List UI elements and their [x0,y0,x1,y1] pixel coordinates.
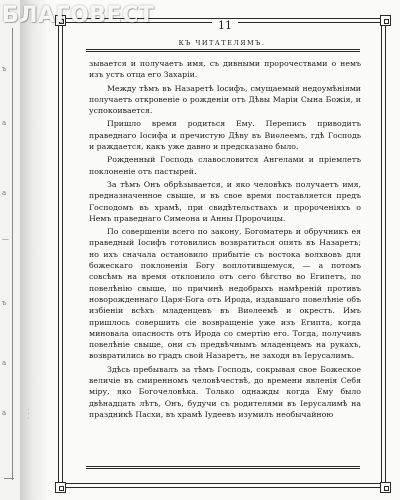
facing-page-mark: — [2,235,9,243]
watermark-logo: БЛАГОВЕСТ [2,3,155,28]
frame-corner-ornament [380,15,391,26]
facing-page-mark: а [2,189,7,197]
paragraph: зывается и получаетъ имя, съ дивными пророчествами о немъ изъ устъ отца его Захаріи. [89,59,361,80]
gutter-mark: · · · [25,408,33,420]
facing-page-edge [0,0,21,500]
footer-rule [86,468,360,469]
paragraph: За тѣмъ Онъ обрѣзывается, и яко человѣкъ получаетъ имя, предназначенное свыше, и въ свое время поставляется предъ Господомъ въ храмѣ, при свидѣтельствахъ и пророченіяхъ о Немъ праведнаго Симеона и Анны Пророчицы. [89,179,361,223]
facing-page-border [12,28,13,480]
paragraph: Между тѣмъ въ Назаретѣ Іосифъ, смущаемый недоумѣніями получаетъ откровеніе о рожденіи отъ Дѣвы Маріи Сына Божія, и успокоивается. [89,83,361,116]
paragraph: Пришло время родиться Ему. Переписъ приводитъ праведнаго Іосифа и пречистую Дѣву въ Виѳлеемъ, гдѣ Господь и раждается, какъ уже давно и предсказано было. [89,119,361,152]
page-body-text [89,58,361,420]
facing-page-mark: ъ [2,65,7,73]
paragraph: По совершеніи всего по закону, Богоматерь и обручникъ ея праведный Іосифъ готовились возвратиться опять въ Назаретъ; но ихъ сначала остановило прибытіе съ востока волхвовъ для божескаго поклоненія Богу воплотившемуся, — а потомъ совсѣмъ на время отклонило отъ сего бѣгство во Египетъ, по повелѣнію свыше, по причинѣ недобрыхъ намѣреній противъ новорожденнаго Царя-Бога отъ Ирода, издавшаго повелѣніе объ избіеніи всѣхъ младенцевъ въ Виѳлеемѣ и окрестъ. Имъ пришлось совершить сіе возвращеніе уже изъ Египта, когда миновала опасность отъ Ирода со смертію его. Тогда, получивъ повелѣніе свыше, они съ предвѣчнымъ младенцемъ на рукахъ, возвратились во градъ свой Назаретъ, не заходя въ Іерусалимъ. [89,227,361,361]
header-rule [86,51,360,52]
header-rule [86,49,360,50]
facing-page-mark: а [2,119,7,127]
facing-page-mark: ъ [2,299,7,307]
facing-page-mark: а [2,359,7,367]
running-header: КЪ ЧИТАТЕЛЯМЪ. [178,39,266,47]
footer-rule [86,466,360,467]
page-number: 11 [212,19,238,33]
paragraph: Рожденный Господь славословится Ангелами и пріемлетъ поклоненіе отъ пастырей. [89,155,361,176]
facing-page-mark: а [2,409,7,417]
paragraph: Здѣсь пребывалъ за тѣмъ Господь, сокрывая свое Божеское величіе въ смиренномъ человѣчествѣ, до времени явленія Себя міру, яко Богочеловѣка. Только однажды когда Ему было двѣнадцать лѣтъ, Онъ, будучи съ родителями въ Іерусалимѣ на праздникѣ Пасхи, въ храмѣ Іудеевъ изумилъ необычайною [89,364,361,419]
frame-corner-ornament [380,482,391,493]
frame-corner-ornament [55,482,66,493]
book-spine-gutter [20,0,46,500]
facing-page-rule [4,478,14,479]
